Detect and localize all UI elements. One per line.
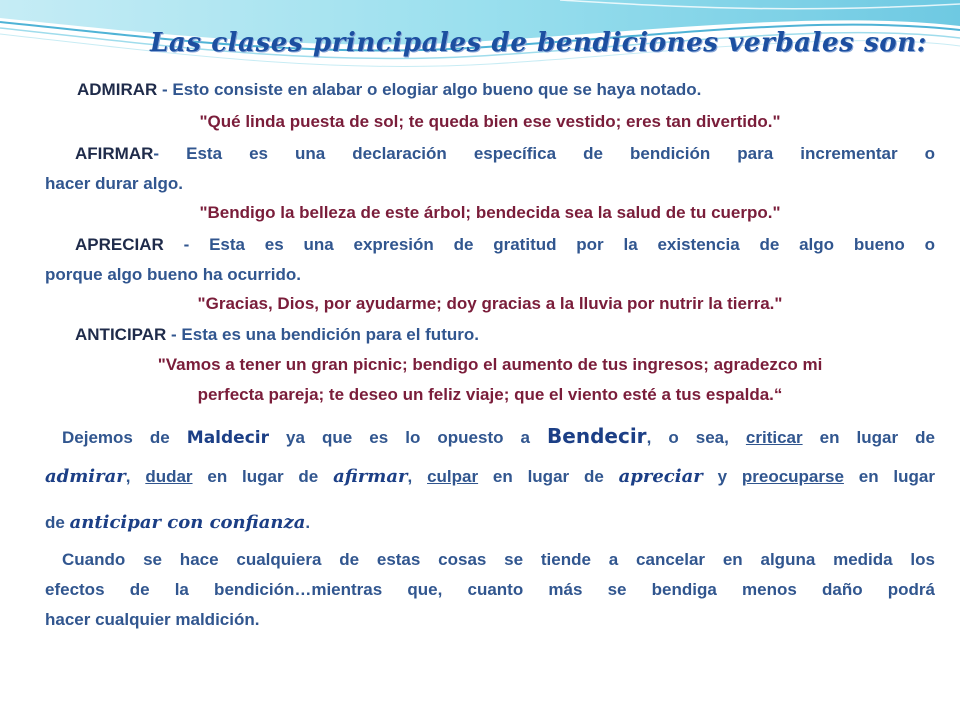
anticipar-word: anticipar con confianza xyxy=(69,512,306,533)
maldecir-word: Maldecir xyxy=(186,428,269,448)
anticipar-term: ANTICIPAR xyxy=(75,325,167,344)
apreciar-description: Esta es una expresión de gratitud por la existencia de algo bueno o xyxy=(209,235,935,254)
admirar-line: ADMIRAR - Esto consiste en alabar o elogiar algo bueno que se haya notado. xyxy=(77,80,702,99)
dudar-word: dudar xyxy=(145,467,193,486)
afirmar-description-cont: hacer durar algo. xyxy=(45,174,183,193)
afirmar-line: AFIRMAR- Esta es una declaración específica de bendición para incrementar o xyxy=(75,144,936,163)
afirmar-description: Esta es una declaración específica de bendición para incrementar o xyxy=(186,144,936,163)
admirar-word: admirar xyxy=(45,466,126,487)
paragraph-1-line2: admirar, dudar en lugar de afirmar, culpar en lugar de apreciar y preocuparse en lugar xyxy=(45,466,935,487)
admirar-term: ADMIRAR xyxy=(77,80,158,99)
paragraph-2-line2: efectos de la bendición…mientras que, cuanto más se bendiga menos daño podrá xyxy=(45,580,935,599)
paragraph-2-line3: hacer cualquier maldición. xyxy=(45,610,260,629)
afirmar-quote: "Bendigo la belleza de este árbol; bendecida sea la salud de tu cuerpo." xyxy=(199,203,781,222)
culpar-word: culpar xyxy=(427,467,479,486)
admirar-description: Esto consiste en alabar o elogiar algo bueno que se haya notado. xyxy=(172,80,702,99)
anticipar-quote-line2: perfecta pareja; te deseo un feliz viaje; que el viento esté a tus espalda.“ xyxy=(197,385,783,404)
apreciar-description-cont: porque algo bueno ha ocurrido. xyxy=(45,265,301,284)
admirar-quote: "Qué linda puesta de sol; te queda bien ese vestido; eres tan divertido." xyxy=(199,112,781,131)
anticipar-line: ANTICIPAR - Esta es una bendición para el futuro. xyxy=(75,325,479,344)
criticar-word: criticar xyxy=(745,428,803,447)
paragraph-1-line3: de anticipar con confianza. xyxy=(45,512,311,533)
bendecir-word: Bendecir xyxy=(547,424,647,448)
paragraph-2-line1: Cuando se hace cualquiera de estas cosas se tiende a cancelar en alguna medida los xyxy=(62,550,935,569)
page-title: Las clases principales de bendiciones verbales son: xyxy=(150,28,927,58)
anticipar-quote-line1: "Vamos a tener un gran picnic; bendigo el aumento de tus ingresos; agradezco mi xyxy=(157,355,823,374)
apreciar-line: APRECIAR - Esta es una expresión de gratitud por la existencia de algo bueno o xyxy=(75,235,935,254)
apreciar-term: APRECIAR xyxy=(75,235,164,254)
afirmar-term: AFIRMAR xyxy=(75,144,154,163)
apreciar-quote: "Gracias, Dios, por ayudarme; doy gracias a la lluvia por nutrir la tierra." xyxy=(197,294,783,313)
preocuparse-word: preocuparse xyxy=(741,467,844,486)
apreciar-word: apreciar xyxy=(618,466,703,487)
anticipar-description: Esta es una bendición para el futuro. xyxy=(181,325,479,344)
afirmar-word: afirmar xyxy=(333,466,408,487)
paragraph-1-line1: Dejemos de Maldecir ya que es lo opuesto a Bendecir, o sea, criticar en lugar de xyxy=(62,424,935,448)
